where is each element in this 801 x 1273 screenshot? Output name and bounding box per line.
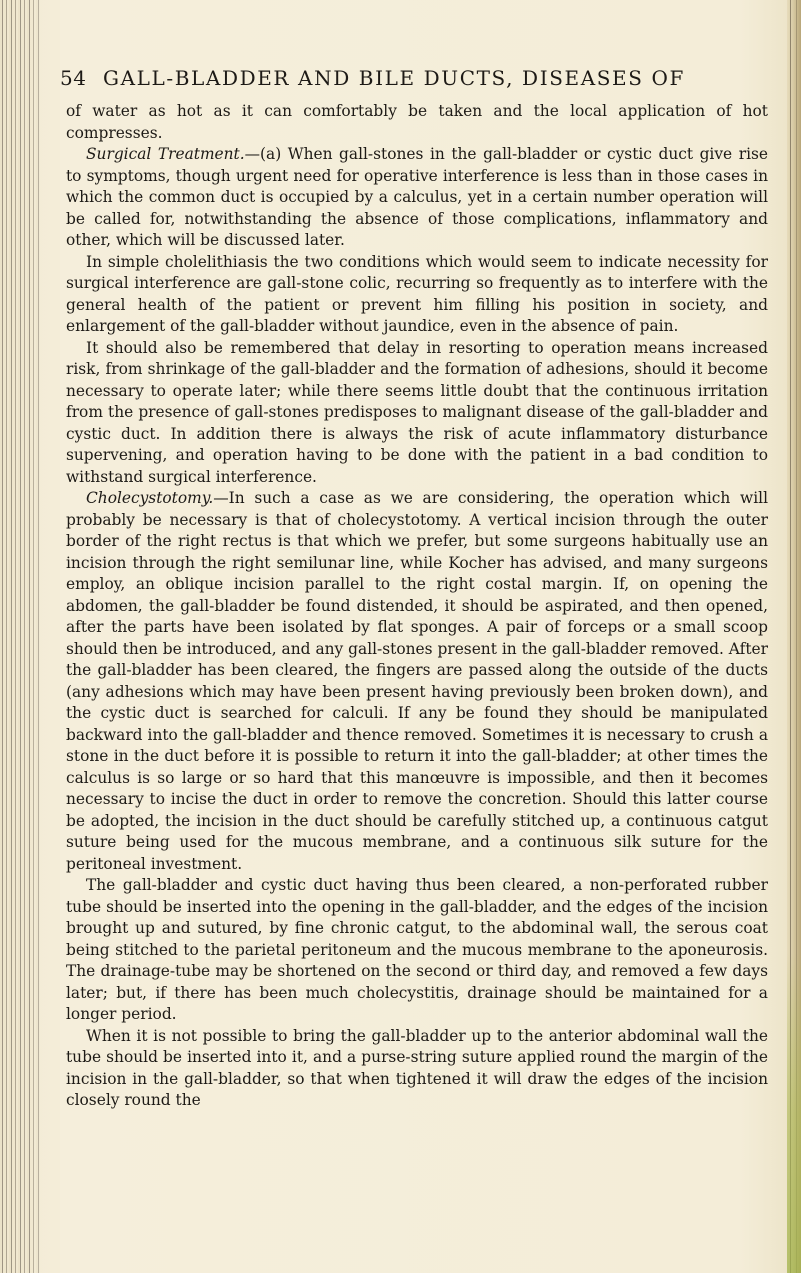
body-text xyxy=(66,101,768,1112)
paragraph-text: of water as hot as it can comfortably be taken and the local application of hot compresses. xyxy=(66,102,768,142)
binding-shadow xyxy=(0,0,60,1273)
paragraph xyxy=(66,101,768,144)
paragraph xyxy=(66,144,768,252)
paragraph-text: —(a) When gall-stones in the gall-bladder or cystic duct give rise to symptoms, though urgent need for operative interference is less than in those cases in which the common duct is occupied by a calculus, yet in a certain number operation will be called for, notwithstanding the absence of those complications, inflammatory and other, which will be discussed later. xyxy=(66,145,768,249)
page-edge-tint xyxy=(787,953,801,1273)
paragraph-text: —In such a case as we are considering, the operation which will probably be necessary is that of cholecystotomy. A vertical incision through the outer border of the right rectus is that which we prefer, but some surgeons habitually use an incision through the right semilunar line, while Kocher has advised, and many surgeons employ, an oblique incision parallel to the right costal margin. If, on opening the abdomen, the gall-bladder be found distended, it should be aspirated, and then opened, after the parts have been isolated by flat sponges. A pair of forceps or a small scoop should then be introduced, and any gall-stones present in the gall-bladder removed. After the gall-bladder has been cleared, the fingers are passed along the outside of the ducts (any adhesions which may have been present having previously been broken down), and the cystic duct is searched for calculi. If any be found they should be manipulated backward into the gall-bladder and thence removed. Sometimes it is necessary to crush a stone in the duct before it is possible to return it into the gall-bladder; at other times the calculus is so large or so hard that this manœuvre is impossible, and then it becomes necessary to incise the duct in order to remove the concretion. Should this latter course be adopted, the incision in the duct should be carefully stitched up, a continuous catgut suture being used for the mucous membrane, and a continuous silk suture for the peritoneal investment. xyxy=(66,489,768,873)
paragraph-text: When it is not possible to bring the gall-bladder up to the anterior abdominal wall the tube should be inserted into it, and a purse-string suture applied round the margin of the incision in the gall-bladder, so that when tightened it will draw the edges of the incision closely round the xyxy=(66,1026,768,1109)
page-number: 54 xyxy=(60,66,87,90)
running-header xyxy=(60,66,760,94)
paragraph-text: The gall-bladder and cystic duct having thus been cleared, a non-perforated rubber tube should be inserted into the opening in the gall-bladder, and the edges of the incision brought up and sutured, by fine chronic catgut, to the abdominal wall, the serous coat being stitched to the parietal peritoneum and the mucous membrane to the aponeurosis. The drainage-tube may be shortened on the second or third day, and removed a few days later; but, if there has been much cholecystitis, drainage should be maintained for a longer period. xyxy=(66,876,768,1023)
paragraph xyxy=(66,875,768,1026)
section-heading-cholecystotomy: Cholecystotomy. xyxy=(86,489,214,507)
paragraph-text: It should also be remembered that delay in resorting to operation means increased risk, from shrinkage of the gall-bladder and the formation of adhesions, should it become necessary to operate later; while there seems little doubt that the continuous irritation from the presence of gall-stones predisposes to malignant disease of the gall-bladder and cystic duct. In addition there is always the risk of acute inflammatory disturbance supervening, and operation having to be done with the patient in a bad condition to withstand surgical interference. xyxy=(66,338,768,486)
paragraph xyxy=(66,488,768,875)
paragraph xyxy=(66,1026,768,1112)
paragraph-text: In simple cholelithiasis the two conditions which would seem to indicate necessity for surgical interference are gall-stone colic, recurring so frequently as to interfere with the general health of the patient or prevent him filling his position in society, and enlargement of the gall-bladder without jaundice, even in the absence of pain. xyxy=(66,252,768,335)
paragraph xyxy=(66,252,768,338)
running-title: GALL-BLADDER AND BILE DUCTS, DISEASES OF xyxy=(103,66,685,90)
paragraph xyxy=(66,338,768,489)
section-heading-surgical-treatment: Surgical Treatment. xyxy=(86,145,245,163)
